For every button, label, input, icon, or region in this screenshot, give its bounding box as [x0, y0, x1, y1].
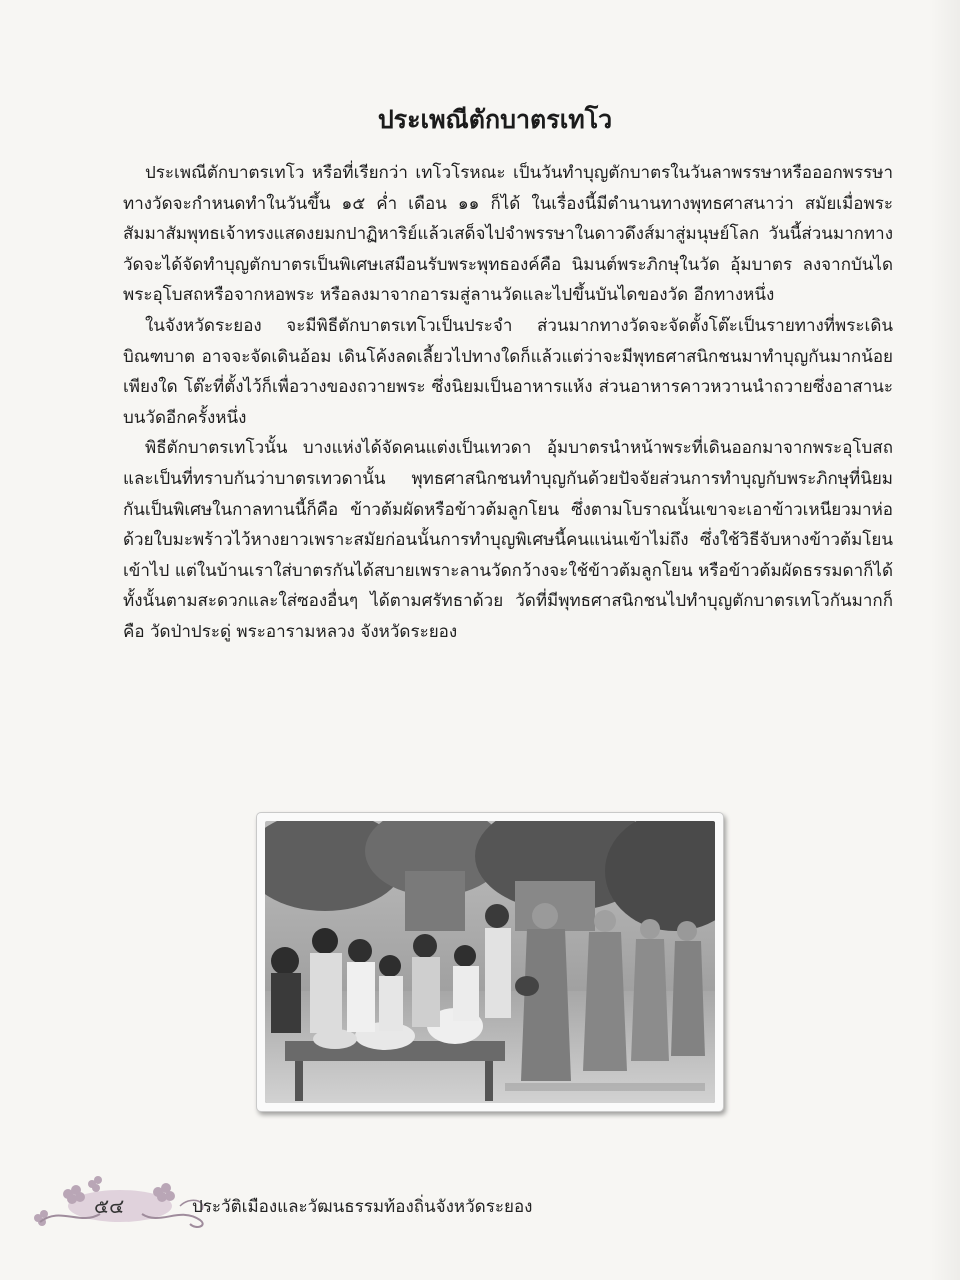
photo-frame — [256, 812, 724, 1112]
article-body — [123, 158, 893, 648]
book-title: ประวัติเมืองและวัฒนธรรมท้องถิ่นจังหวัดระยอง — [192, 1197, 533, 1217]
paragraph-3: พิธีตักบาตรเทโวนั้น บางแห่งได้จัดคนแต่งเป็นเทวดา อุ้มบาตรนำหน้าพระที่เดินออกมาจากพระอุโบสถ และเป็นที่ทราบกันว่าบาตรเทวดานั้น พุทธศาสนิกชนทำบุญกันด้วยปัจจัยส่วนการทำบุญกับพระภิกษุที่นิยมกันเป็นพิเศษในกาลทานนี้ก็คือ ข้าวต้มผัดหรือข้าวต้มลูกโยน ซึ่งตามโบราณนั้นเขาจะเอาข้าวเหนียวมาห่อด้วยใบมะพร้าวไว้หางยาวเพราะสมัยก่อนนั้นการทำบุญพิเศษนี้คนแน่นเข้าไม่ถึง ซึ่งใช้วิธีจับหางข้าวต้มโยนเข้าไป แต่ในบ้านเราใส่บาตรกันได้สบายเพราะลานวัดกว้างจะใช้ข้าวต้มลูกโยน หรือข้าวต้มผัดธรรมดาก็ได้ทั้งนั้นตามสะดวกและใส่ซองอื่นๆ ได้ตามศรัทธาด้วย วัดที่มีพุทธศาสนิกชนไปทำบุญตักบาตรเทโวกันมากก็คือ วัดป่าประดู่ พระอารามหลวง จังหวัดระยอง — [123, 438, 893, 642]
ceremony-photo — [265, 821, 715, 1103]
paragraph-2: ในจังหวัดระยอง จะมีพิธีตักบาตรเทโวเป็นประจำ ส่วนมากทางวัดจะจัดตั้งโต๊ะเป็นรายทางที่พระเดินบิณฑบาต อาจจะจัดเดินอ้อม เดินโค้งลดเลี้ยวไปทางใดก็แล้วแต่ว่าจะมีพุทธศาสนิกชนมาทำบุญกันมากน้อยเพียงใด โต๊ะที่ตั้งไว้ก็เพื่อวางของถวายพระ ซึ่งนิยมเป็นอาหารแห้ง ส่วนอาหารคาวหวานนำถวายซึ่งอาสานะบนวัดอีกครั้งหนึ่ง — [123, 315, 893, 428]
page-title: ประเพณีตักบาตรเทโว — [377, 105, 613, 134]
page-edge-shade — [930, 0, 960, 1280]
paragraph-1: ประเพณีตักบาตรเทโว หรือที่เรียกว่า เทโวโรหณะ เป็นวันทำบุญตักบาตรในวันลาพรรษาหรือออกพรรษา ทางวัดจะกำหนดทำในวันขึ้น ๑๕ ค่ำ เดือน ๑๑ ก็ได้ ในเรื่องนี้มีตำนานทางพุทธศาสนาว่า สมัยเมื่อพระสัมมาสัมพุทธเจ้าทรงแสดงยมกปาฏิหาริย์แล้วเสด็จไปจำพรรษาในดาวดึงส์มาสู่มนุษย์โลก วันนี้ส่วนมากทางวัดจะได้จัดทำบุญตักบาตรเป็นพิเศษเสมือนรับพระพุทธองค์คือ นิมนต์พระภิกษุในวัด อุ้มบาตร ลงจากบันไดพระอุโบสถหรือจากหอพระ หรือลงมาจากอารมสู่ลานวัดและไปขึ้นบันไดของวัด อีกทางหนึ่ง — [123, 163, 893, 306]
page-number: ๕๔ — [94, 1194, 125, 1218]
page-footer — [30, 1166, 590, 1236]
